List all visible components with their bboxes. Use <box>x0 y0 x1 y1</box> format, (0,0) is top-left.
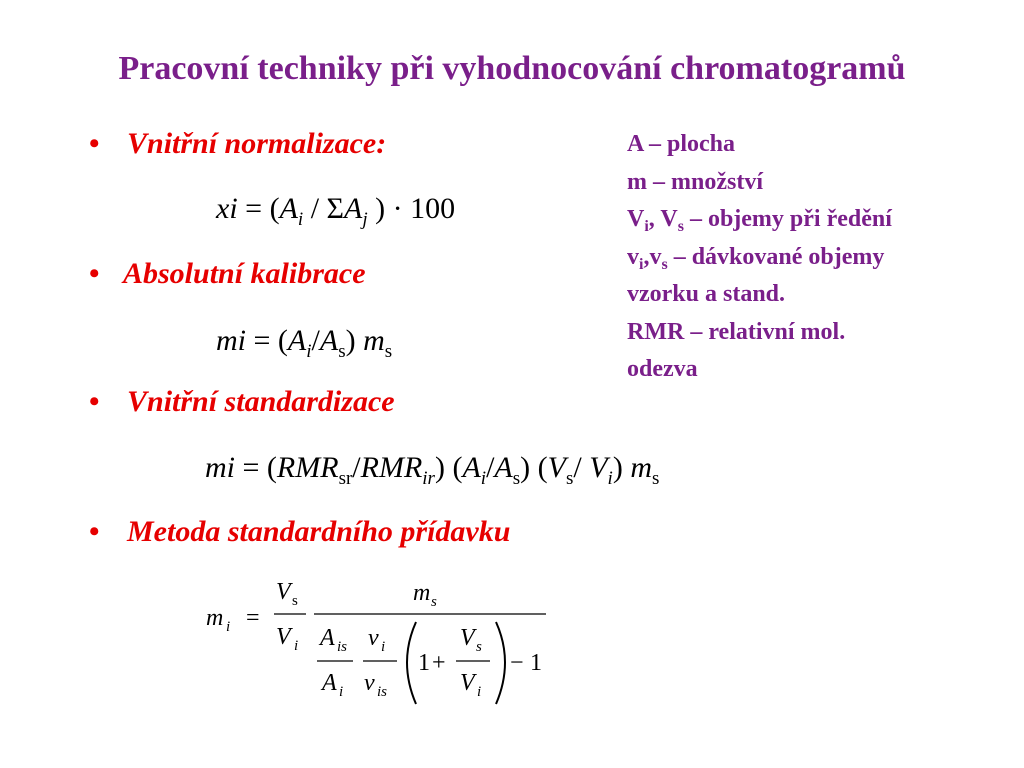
formula-op: = ( <box>235 451 277 484</box>
formula-var: A <box>494 451 513 484</box>
formula-op: ) <box>345 324 364 357</box>
formula-var: xi <box>216 192 238 225</box>
eq-v-is-sub: is <box>377 684 388 700</box>
formula-var: A <box>287 324 307 357</box>
eq-ms-sub: s <box>431 594 437 610</box>
eq-ai-sub: i <box>339 684 344 700</box>
eq-v-is: v <box>364 670 375 696</box>
formula-op: / <box>573 451 590 484</box>
formula-var: A <box>343 192 363 225</box>
eq-plus: + <box>432 650 446 676</box>
eq-vs-inner: V <box>460 625 475 651</box>
eq-vi: V <box>276 624 291 650</box>
formula-sub: s <box>565 468 574 489</box>
bullet-marker: • <box>89 385 100 418</box>
formula-var: RMR <box>276 451 339 484</box>
legend-line: $V_i$, $V_s$ – objemy při ředění <box>627 206 892 235</box>
eq-lhs-sub: i <box>226 619 231 635</box>
eq-vi-inner: V <box>460 670 475 696</box>
formula-sub: s <box>651 468 660 489</box>
formula-var: A <box>319 324 339 357</box>
formula-op: ) <box>612 451 631 484</box>
eq-ais-sub: is <box>337 639 348 655</box>
eq-lhs-m: m <box>206 605 224 631</box>
formula-var: m <box>363 324 385 357</box>
eq-equals: = <box>246 605 260 631</box>
bullet-label: Absolutní kalibrace <box>123 257 366 290</box>
formula-var: A <box>279 192 298 225</box>
formula-var: m <box>630 451 652 484</box>
formula-var: mi <box>216 324 246 357</box>
formula-sub: i <box>480 468 487 489</box>
bullet-label: Metoda standardního přídavku <box>127 515 511 548</box>
bullet-internal-normalization <box>89 127 387 161</box>
legend-line: m – množství <box>627 168 763 195</box>
eq-one-end: 1 <box>530 650 542 676</box>
formula-sub: s <box>512 468 521 489</box>
legend-line: $v_i,v_s$ – dávkované objemy <box>627 243 885 273</box>
legend-line: RMR – relativní mol. <box>627 318 846 345</box>
formula-var: mi <box>205 451 235 484</box>
formula-sub: i <box>297 209 304 230</box>
formula-normalization <box>216 192 456 230</box>
formula-op: ) ( <box>434 451 463 484</box>
eq-right-paren <box>496 622 505 704</box>
eq-vs-inner-sub: s <box>476 639 482 655</box>
eq-ai: A <box>322 670 337 696</box>
bullet-label: Vnitřní standardizace <box>127 385 395 418</box>
formula-sub: j <box>362 209 368 230</box>
formula-op: / <box>311 324 320 357</box>
eq-vi-sub: i <box>294 638 299 654</box>
formula-op: / <box>486 451 495 484</box>
eq-minus: − <box>510 650 524 676</box>
legend-line: vzorku a stand. <box>627 281 786 307</box>
formula-absolute-calibration <box>216 324 393 362</box>
bullet-marker: • <box>89 257 100 290</box>
bullet-internal-standardization <box>89 385 395 419</box>
formula-var: RMR <box>360 451 423 484</box>
eq-vs-sub: s <box>292 593 298 609</box>
bullet-label: Vnitřní normalizace: <box>127 127 387 160</box>
formula-op: ) · 100 <box>367 192 456 225</box>
slide-title: Pracovní techniky při vyhodnocování chromatogramů <box>118 50 906 87</box>
formula-op: ) ( <box>520 451 548 484</box>
formula-op: / <box>352 451 361 484</box>
formula-sub: ir <box>422 468 435 489</box>
formula-op: = ( <box>246 324 288 357</box>
legend-line: A – plocha <box>627 131 736 157</box>
eq-one: 1 <box>418 650 430 676</box>
formula-sub: i <box>306 341 312 362</box>
eq-v-i: v <box>368 625 379 651</box>
eq-vi-inner-sub: i <box>477 684 482 700</box>
formula-sub: i <box>607 468 613 489</box>
eq-v-i-sub: i <box>381 639 386 655</box>
eq-left-paren <box>407 622 416 704</box>
formula-var: V <box>547 451 566 484</box>
bullet-marker: • <box>89 515 100 548</box>
legend-line: odezva <box>627 356 698 382</box>
bullet-marker: • <box>89 127 100 160</box>
bullet-absolute-calibration <box>89 257 366 291</box>
eq-vs: V <box>276 579 291 605</box>
symbol-legend <box>627 126 1017 389</box>
formula-sub: s <box>338 341 346 362</box>
formula-var: V <box>589 451 608 484</box>
formula-sub: s <box>384 341 393 362</box>
formula-internal-standardization <box>205 451 660 489</box>
formula-op: = ( <box>237 192 280 225</box>
formula-op: / Σ <box>303 192 344 225</box>
bullet-standard-addition <box>89 515 511 549</box>
formula-var: A <box>462 451 481 484</box>
eq-ms: m <box>413 580 431 606</box>
eq-ais: A <box>320 625 335 651</box>
standard-addition-equation <box>200 572 560 712</box>
formula-sub: sr <box>338 468 353 489</box>
